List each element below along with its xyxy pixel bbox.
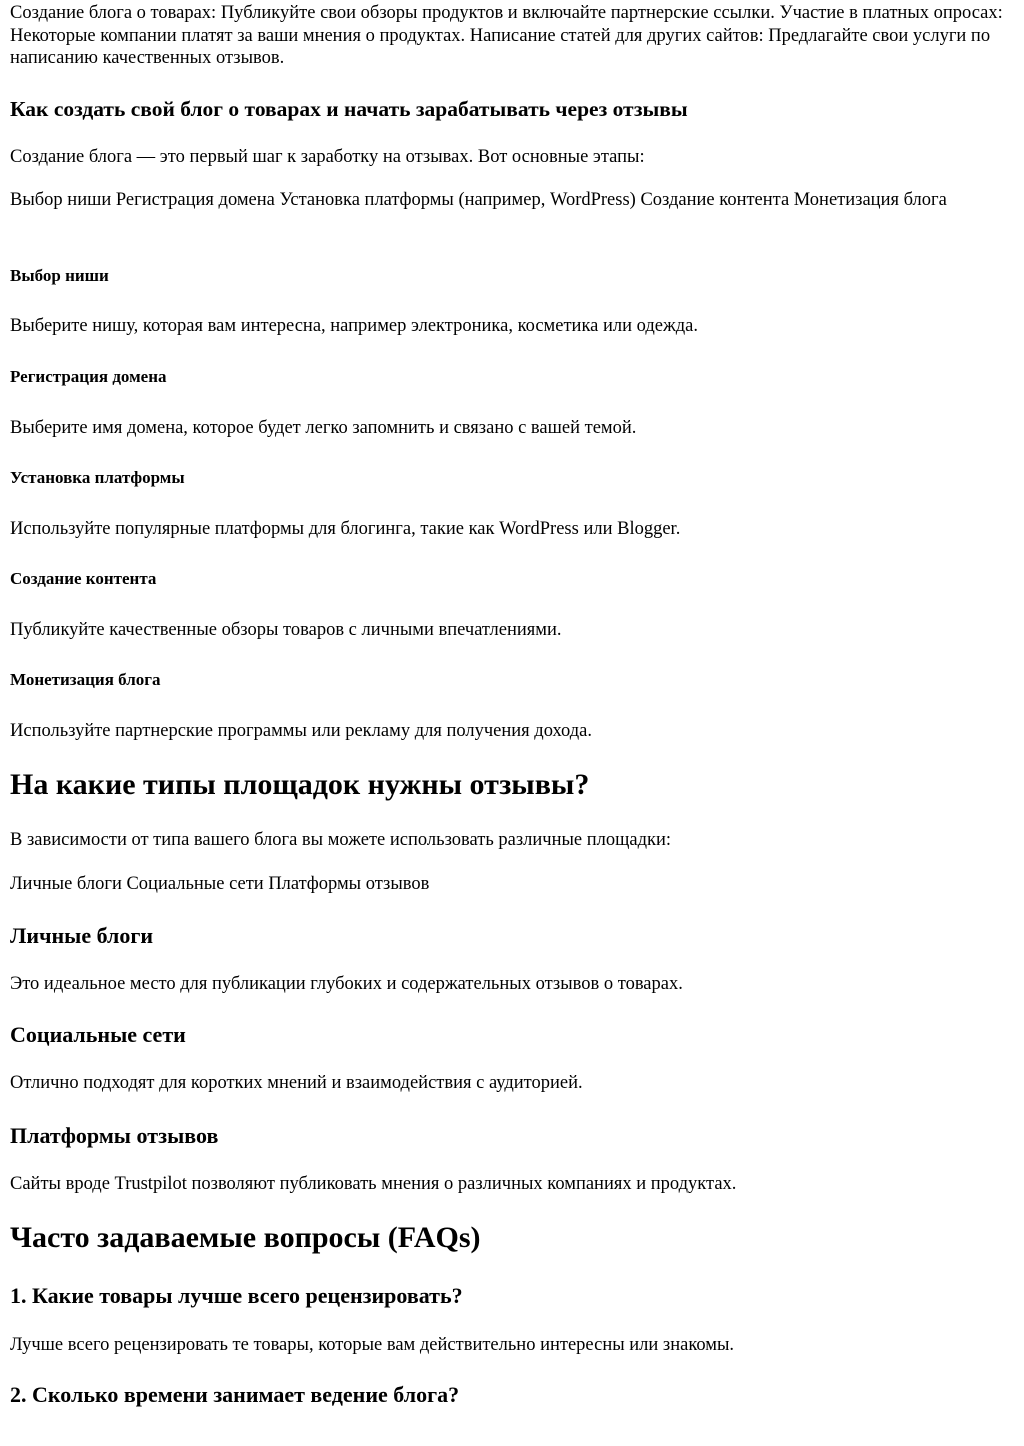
platform-types-inline: Личные блоги Социальные сети Платформы отзывов bbox=[10, 874, 430, 894]
platform-heading-review-sites: Платформы отзывов bbox=[10, 1123, 219, 1148]
step-heading-monetization: Монетизация блога bbox=[10, 670, 161, 689]
platform-text-personal-blogs: Это идеальное место для публикации глубоких и содержательных отзывов о товарах. bbox=[10, 974, 683, 994]
step-text-domain: Выберите имя домена, которое будет легко запомнить и связано с вашей темой. bbox=[10, 418, 637, 438]
step-heading-content: Создание контента bbox=[10, 569, 157, 588]
step-text-monetization: Используйте партнерские программы или рекламу для получения дохода. bbox=[10, 721, 593, 741]
blog-section-lead: Создание блога — это первый шаг к заработку на отзывах. Вот основные этапы: bbox=[10, 147, 645, 167]
faq-heading: Часто задаваемые вопросы (FAQs) bbox=[10, 1221, 481, 1254]
platform-heading-personal-blogs: Личные блоги bbox=[10, 923, 154, 948]
step-text-niche: Выберите нишу, которая вам интересна, например электроника, косметика или одежда. bbox=[10, 316, 699, 336]
step-text-content: Публикуйте качественные обзоры товаров с личными впечатлениями. bbox=[10, 620, 562, 640]
platforms-section-heading: На какие типы площадок нужны отзывы? bbox=[10, 768, 590, 801]
platform-text-review-sites: Сайты вроде Trustpilot позволяют публиковать мнения о различных компаниях и продуктах. bbox=[10, 1174, 737, 1194]
blog-section-heading: Как создать свой блог о товарах и начать зарабатывать через отзывы bbox=[10, 97, 688, 121]
platforms-section-lead: В зависимости от типа вашего блога вы можете использовать различные площадки: bbox=[10, 830, 672, 850]
platform-heading-social: Социальные сети bbox=[10, 1022, 186, 1047]
faq-answer: Лучше всего рецензировать те товары, которые вам действительно интересны или знакомы. bbox=[10, 1335, 735, 1355]
faq-question: 1. Какие товары лучше всего рецензировать? bbox=[10, 1283, 463, 1308]
step-text-platform: Используйте популярные платформы для блогинга, такие как WordPress или Blogger. bbox=[10, 519, 681, 539]
platform-text-social: Отлично подходят для коротких мнений и взаимодействия с аудиторией. bbox=[10, 1073, 583, 1093]
step-heading-niche: Выбор ниши bbox=[10, 266, 109, 285]
blog-steps-inline: Выбор ниши Регистрация домена Установка платформы (например, WordPress) Создание контента Монетизация блога bbox=[10, 190, 947, 210]
intro-paragraph: Создание блога о товарах: Публикуйте свои обзоры продуктов и включайте партнерские ссылки. Участие в платных опросах: Некоторые компании платят за ваши мнения о продуктах. Написание статей для других сайтов: Предлагайте свои услуги по написанию качественных отзывов. bbox=[10, 3, 1003, 68]
step-heading-domain: Регистрация домена bbox=[10, 367, 167, 386]
step-heading-platform: Установка платформы bbox=[10, 468, 185, 487]
faq-question: 2. Сколько времени занимает ведение блога? bbox=[10, 1382, 460, 1407]
